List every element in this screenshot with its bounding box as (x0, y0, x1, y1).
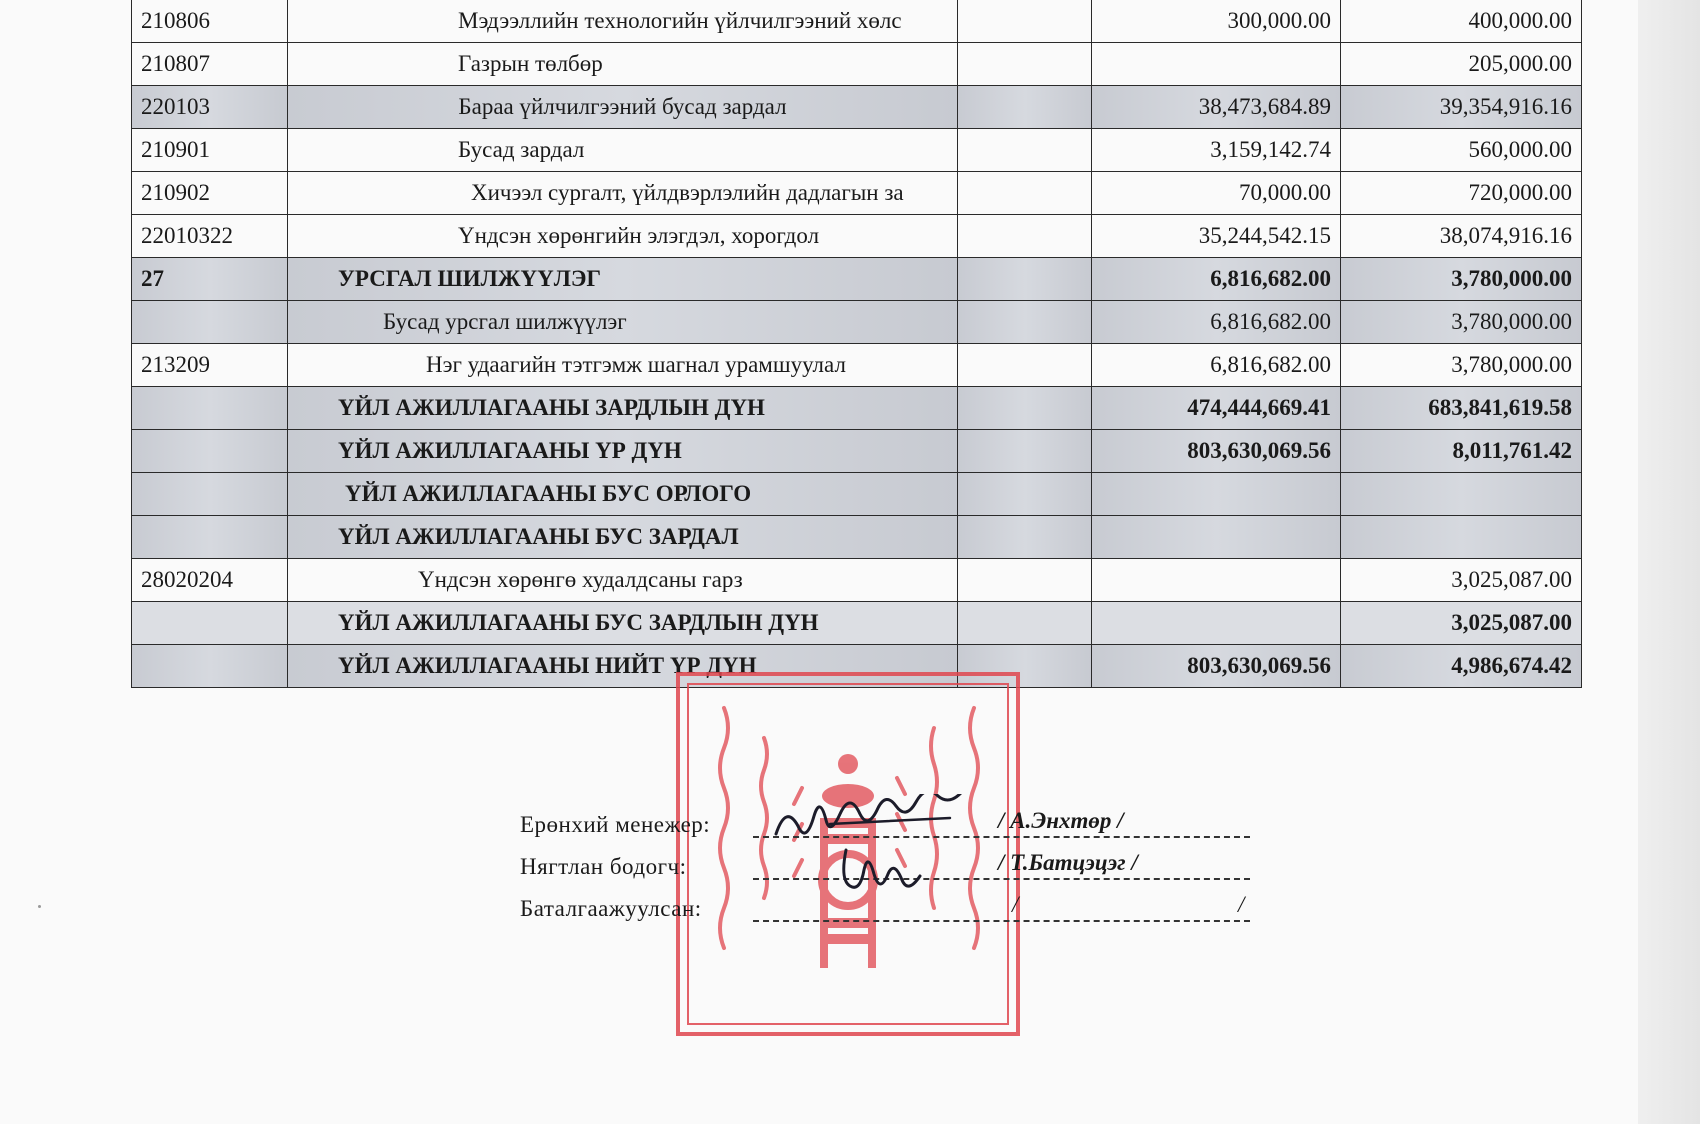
row-prev-value: 6,816,682.00 (1092, 344, 1341, 387)
row-prev-value (1092, 516, 1341, 559)
row-code (132, 430, 288, 473)
table-row (132, 129, 1582, 172)
row-code (132, 516, 288, 559)
row-name: ҮЙЛ АЖИЛЛАГААНЫ ҮР ДҮН (288, 430, 958, 473)
row-name: ҮЙЛ АЖИЛЛАГААНЫ БУС ЗАРДАЛ (288, 516, 958, 559)
row-name: ҮЙЛ АЖИЛЛАГААНЫ БУС ОРЛОГО (288, 473, 958, 516)
table-row (132, 215, 1582, 258)
row-curr-value: 3,780,000.00 (1341, 344, 1582, 387)
row-curr-value: 3,780,000.00 (1341, 258, 1582, 301)
table-row (132, 387, 1582, 430)
row-prev-value (1092, 473, 1341, 516)
row-prev-value: 3,159,142.74 (1092, 129, 1341, 172)
row-curr-value (1341, 516, 1582, 559)
table-row (132, 344, 1582, 387)
row-code (132, 602, 288, 645)
table-row (132, 602, 1582, 645)
row-name: Үндсэн хөрөнгийн элэгдэл, хорогдол (288, 215, 958, 258)
table-row (132, 0, 1582, 43)
row-name: ҮЙЛ АЖИЛЛАГААНЫ ЗАРДЛЫН ДҮН (288, 387, 958, 430)
signature-block (520, 806, 1250, 932)
row-name: Газрын төлбөр (288, 43, 958, 86)
row-curr-value: 560,000.00 (1341, 129, 1582, 172)
row-curr-value: 4,986,674.42 (1341, 645, 1582, 688)
row-curr-value: 38,074,916.16 (1341, 215, 1582, 258)
row-name: Хичээл сургалт, үйлдвэрлэлийн дадлагын за (288, 172, 958, 215)
row-blank (958, 473, 1092, 516)
row-blank (958, 0, 1092, 43)
row-code: 213209 (132, 344, 288, 387)
row-curr-value (1341, 473, 1582, 516)
row-code: 220103 (132, 86, 288, 129)
row-code (132, 645, 288, 688)
table-row (132, 172, 1582, 215)
row-code: 210901 (132, 129, 288, 172)
row-prev-value: 474,444,669.41 (1092, 387, 1341, 430)
row-blank (958, 301, 1092, 344)
row-curr-value: 8,011,761.42 (1341, 430, 1582, 473)
row-prev-value: 6,816,682.00 (1092, 258, 1341, 301)
row-blank (958, 86, 1092, 129)
row-blank (958, 344, 1092, 387)
accountant-label: Нягтлан бодогч: (520, 854, 687, 879)
table-row (132, 559, 1582, 602)
row-code (132, 301, 288, 344)
row-blank (958, 172, 1092, 215)
expense-report-table (131, 0, 1582, 688)
row-curr-value: 3,780,000.00 (1341, 301, 1582, 344)
signature-line (753, 920, 1250, 922)
row-curr-value: 39,354,916.16 (1341, 86, 1582, 129)
row-curr-value: 400,000.00 (1341, 0, 1582, 43)
accountant-name: / Т.Батцэцэг / (998, 850, 1138, 875)
row-code (132, 387, 288, 430)
verified-slash-open: / (1012, 892, 1019, 917)
row-code: 22010322 (132, 215, 288, 258)
table-row (132, 301, 1582, 344)
scan-speck (38, 905, 41, 908)
row-blank (958, 602, 1092, 645)
row-blank (958, 559, 1092, 602)
row-name: Бусад зардал (288, 129, 958, 172)
row-prev-value: 300,000.00 (1092, 0, 1341, 43)
table-row (132, 430, 1582, 473)
manager-label: Ерөнхий менежер: (520, 812, 711, 837)
row-prev-value: 803,630,069.56 (1092, 430, 1341, 473)
verified-label: Баталгаажуулсан: (520, 896, 702, 921)
row-code (132, 473, 288, 516)
verified-slash-close: / (1238, 892, 1245, 917)
row-curr-value: 3,025,087.00 (1341, 602, 1582, 645)
scan-edge (1638, 0, 1700, 1124)
row-prev-value: 38,473,684.89 (1092, 86, 1341, 129)
row-code: 210902 (132, 172, 288, 215)
row-name: Мэдээллийн технологийн үйлчилгээний хөлс (288, 0, 958, 43)
row-blank (958, 516, 1092, 559)
table-row (132, 473, 1582, 516)
manager-name: / А.Энхтөр / (998, 808, 1124, 833)
row-name: ҮЙЛ АЖИЛЛАГААНЫ НИЙТ ҮР ДҮН (288, 645, 958, 688)
row-name: Нэг удаагийн тэтгэмж шагнал урамшуулал (288, 344, 958, 387)
row-curr-value: 683,841,619.58 (1341, 387, 1582, 430)
row-blank (958, 258, 1092, 301)
row-curr-value: 205,000.00 (1341, 43, 1582, 86)
row-name: ҮЙЛ АЖИЛЛАГААНЫ БУС ЗАРДЛЫН ДҮН (288, 602, 958, 645)
row-prev-value: 70,000.00 (1092, 172, 1341, 215)
row-name: УРСГАЛ ШИЛЖҮҮЛЭГ (288, 258, 958, 301)
row-blank (958, 43, 1092, 86)
table-row (132, 43, 1582, 86)
row-prev-value: 35,244,542.15 (1092, 215, 1341, 258)
row-prev-value (1092, 43, 1341, 86)
row-prev-value (1092, 602, 1341, 645)
signature-line (753, 878, 1250, 880)
row-blank (958, 129, 1092, 172)
row-code: 210807 (132, 43, 288, 86)
row-curr-value: 3,025,087.00 (1341, 559, 1582, 602)
row-name: Үндсэн хөрөнгө худалдсаны гарз (288, 559, 958, 602)
row-curr-value: 720,000.00 (1341, 172, 1582, 215)
row-code: 210806 (132, 0, 288, 43)
row-prev-value: 803,630,069.56 (1092, 645, 1341, 688)
table-row (132, 258, 1582, 301)
row-name: Бусад урсгал шилжүүлэг (288, 301, 958, 344)
row-code: 28020204 (132, 559, 288, 602)
row-blank (958, 215, 1092, 258)
row-name: Бараа үйлчилгээний бусад зардал (288, 86, 958, 129)
row-blank (958, 430, 1092, 473)
table-row (132, 86, 1582, 129)
table-row (132, 516, 1582, 559)
accountant-handwritten-signature (836, 840, 926, 900)
row-code: 27 (132, 258, 288, 301)
row-prev-value: 6,816,682.00 (1092, 301, 1341, 344)
row-blank (958, 387, 1092, 430)
row-prev-value (1092, 559, 1341, 602)
